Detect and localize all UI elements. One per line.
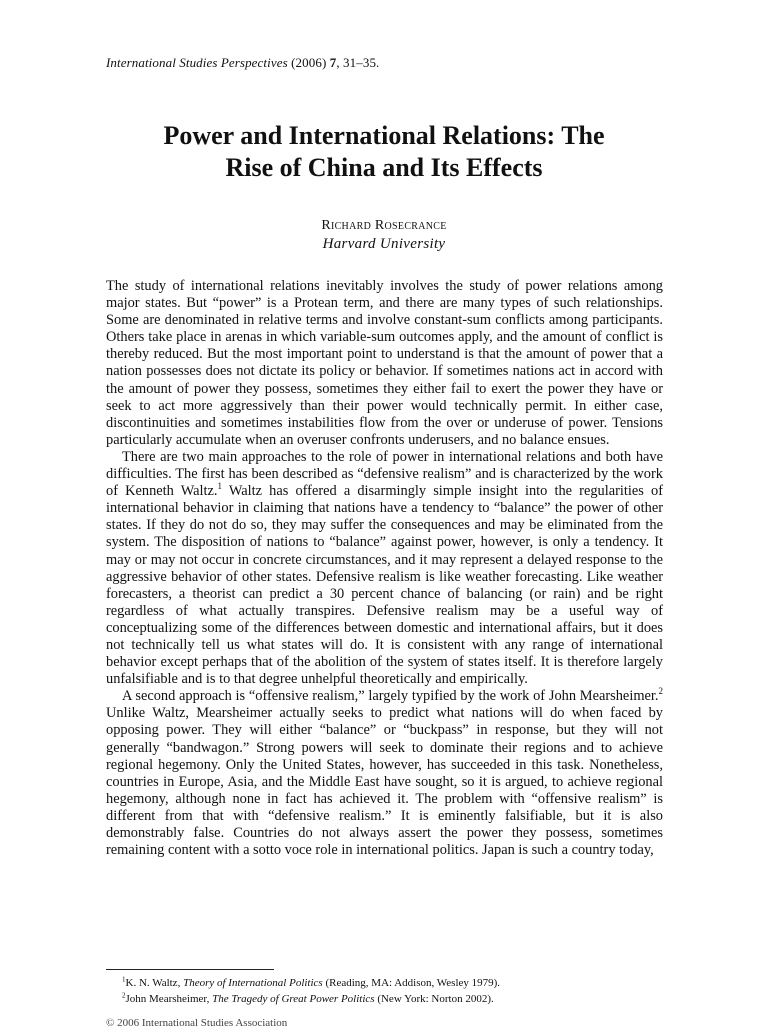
- footnote-divider: [106, 969, 274, 970]
- footnote-2: [122, 991, 662, 1007]
- journal-name: International Studies Perspectives: [106, 55, 288, 70]
- article-title: [60, 120, 708, 184]
- footnote-1-number: 1: [122, 975, 126, 984]
- paragraph-3-part-a: A second approach is “offensive realism,” largely typified by the work of John Mearsheimer.: [122, 688, 659, 705]
- footnote-1-prefix: K. N. Waltz,: [125, 977, 184, 989]
- copyright-notice: © 2006 International Studies Association: [106, 1017, 288, 1029]
- paragraph-2: [106, 449, 663, 688]
- author-affiliation: Harvard University: [322, 236, 446, 252]
- author-block: [0, 216, 768, 254]
- footnote-ref-2[interactable]: 2: [658, 686, 663, 697]
- paragraph-3-part-b: Unlike Waltz, Mearsheimer actually seeks to predict what nations will do when faced by opposing power. They will either “balance” or “buckpass” in response, but they will not generally “bandwagon.” Strong powers will seek to dominate their regions and to achieve regional hegemony. Only the United States, however, has succeeded in this task. Nonetheless, countries in Europe, Asia, and the Middle East have sought, so it is argued, to achieve regional hegemony, although none in fact has achieved it. The problem with “offensive realism” is different from that with “defensive realism.” It is eminently falsifiable, but it is also demonstrably false. Countries do not always assert the power they possess, sometimes remaining content with a sotto voce role in international politics. Japan is such a country today,: [106, 705, 663, 859]
- footnotes: [122, 975, 662, 1007]
- journal-citation: [106, 55, 379, 71]
- author-name: Richard Rosecrance: [321, 218, 447, 233]
- paragraph-1: The study of international relations inevitably involves the study of power relations among major states. But “power” is a Protean term, and there are many types of such relationships. Some are denominated in relative terms and involve constant-sum conflicts among participants. Others take place in arenas in which variable-sum outcomes apply, and the amount of conflict is thereby reduced. But the most important point to understand is that the amount of power that a nation possesses does not dictate its policy or behavior. If sometimes nations act in accord with the amount of power they possess, sometimes they either fail to exert the power they have or seek to act more aggressively than their power would technically permit. In either case, discontinuities and sometimes instabilities flow from the over or underuse of power. Tensions particularly accumulate when an overuser confronts underusers, and no balance ensues.: [106, 278, 663, 448]
- journal-pages: , 31–35.: [336, 55, 380, 70]
- title-line-2: Rise of China and Its Effects: [225, 153, 543, 182]
- footnote-2-prefix: John Mearsheimer,: [125, 993, 213, 1005]
- title-line-1: Power and International Relations: The: [163, 121, 605, 150]
- paragraph-2-part-a: There are two main approaches to the role of power in international relations and both have difficulties. The first has been described as “defensive realism” and is characterized by the work of Kenneth Waltz.: [106, 448, 663, 500]
- footnote-ref-1[interactable]: 1: [217, 481, 222, 492]
- footnote-2-number: 2: [122, 991, 126, 1000]
- journal-year: (2006): [291, 55, 327, 70]
- footnote-1: [122, 975, 662, 991]
- footnote-2-suffix: (New York: Norton 2002).: [374, 993, 494, 1005]
- footnote-2-title: The Tragedy of Great Power Politics: [212, 993, 375, 1005]
- footnote-1-title: Theory of International Politics: [183, 977, 323, 989]
- footnote-1-suffix: (Reading, MA: Addison, Wesley 1979).: [322, 977, 501, 989]
- article-body: [106, 278, 663, 859]
- paragraph-3: [106, 688, 663, 859]
- paragraph-2-part-b: Waltz has offered a disarmingly simple insight into the regularities of international behavior in claiming that nations have a tendency to “balance” the power of other states. If they do not do so, they may suffer the consequences and may be eliminated from the system. The disposition of nations to “balance” against power, however, is only a tendency. It may or may not occur in concrete circumstances, and it may represent a delayed response to the aggressive behavior of other states. Defensive realism is like weather forecasting. Like weather forecasters, a theorist can predict a 30 percent chance of balancing (or rain) and be right regardless of what actually transpires. Defensive realism may be a useful way of conceptualizing some of the differences between domestic and international affairs, but it does not technically tell us what states will do. It is consistent with any range of international behavior except perhaps that of the abolition of the system of states itself. It is therefore largely unfalsifiable and is to that degree unhelpful theoretically and empirically.: [106, 483, 663, 688]
- journal-volume: 7: [329, 55, 337, 70]
